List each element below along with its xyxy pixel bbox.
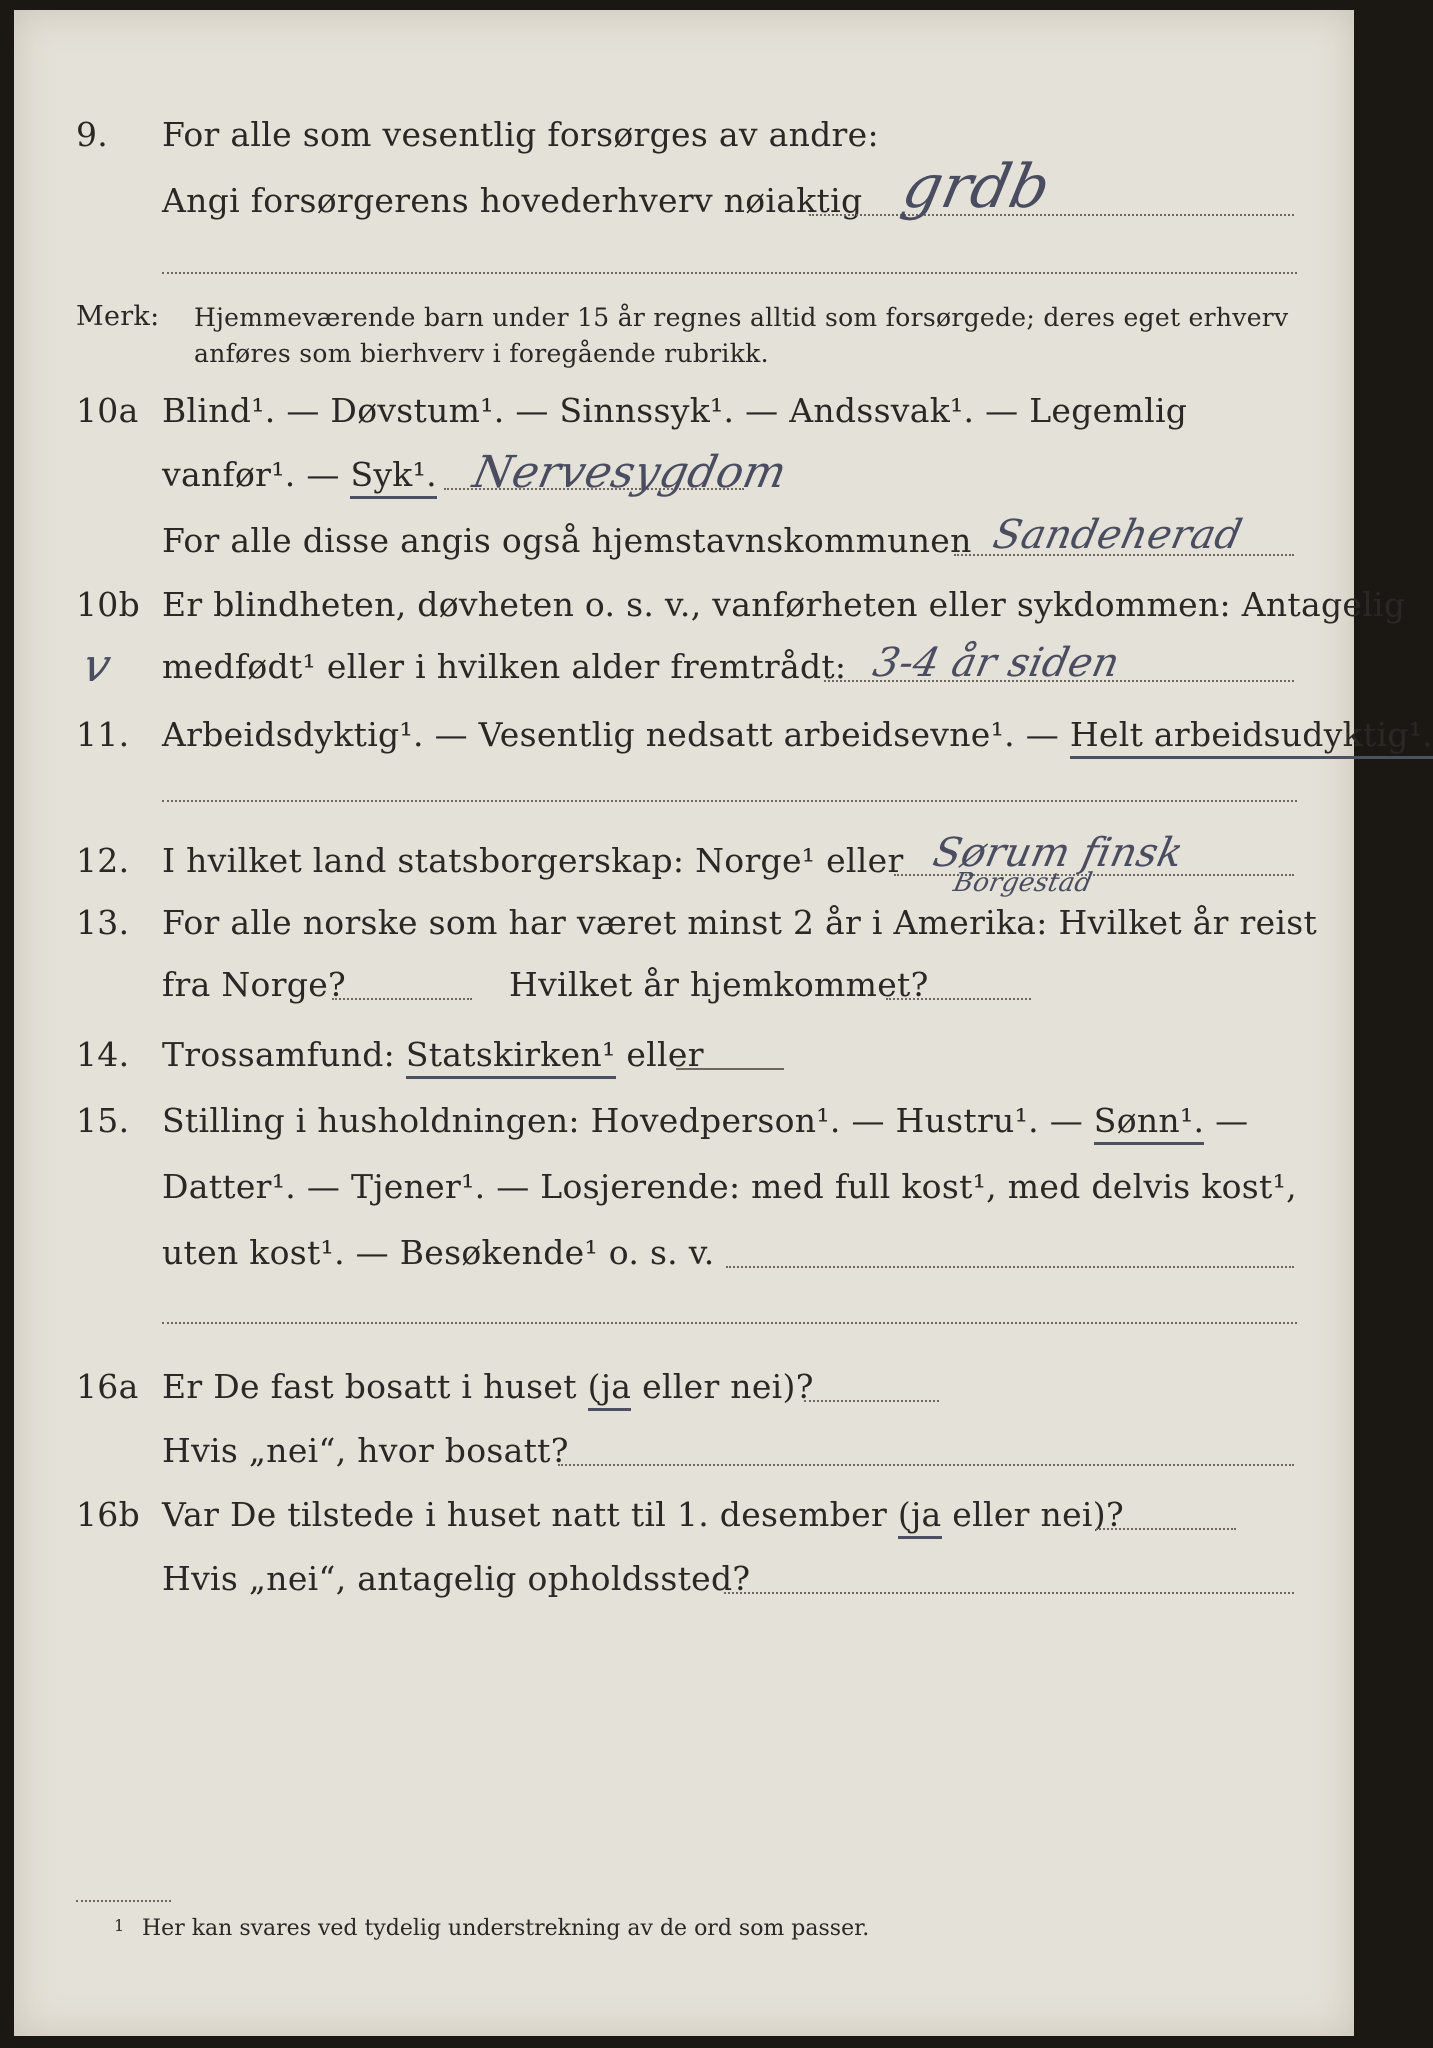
- q12-question: I hvilket land statsborgerskap: Norge¹ eller: [162, 841, 904, 880]
- q13-row-2: [14, 964, 1354, 1012]
- q9-answer-handwritten: grdb: [896, 152, 1057, 222]
- q16a-question-2: Hvis „nei“, hvor bosatt?: [162, 1431, 569, 1470]
- q16a-question-1: [162, 1367, 814, 1406]
- footnote-mark: 1: [114, 1916, 125, 1935]
- q16a-number: 16a: [76, 1367, 139, 1406]
- q15-extra-line: [162, 1322, 1297, 1324]
- q10a-question-3: For alle disse angis også hjemstavnskommunen: [162, 521, 972, 560]
- q12-number: 12.: [76, 841, 130, 880]
- q15-options-1: Stilling i husholdningen: Hovedperson¹. — Hustru¹. —: [162, 1101, 1094, 1140]
- q14-answer-line: [676, 1068, 784, 1070]
- q10a-number: 10a: [76, 391, 139, 430]
- q16b-question-1: [162, 1495, 1124, 1534]
- q14-row: [14, 1034, 1354, 1082]
- q9-answer-line: [809, 214, 1294, 216]
- q15-sonn-underlined: Sønn¹.: [1094, 1101, 1205, 1145]
- q16b-eller-nei: eller nei)?: [941, 1495, 1124, 1534]
- q10a-illness-handwritten: Nervesygdom: [468, 447, 792, 498]
- q11-options: Arbeidsdyktig¹. — Vesentlig nedsatt arbeidsevne¹. —: [162, 715, 1070, 754]
- q9-extra-line: [162, 272, 1297, 274]
- q13-hjemkommet: Hvilket år hjemkommet?: [509, 965, 929, 1004]
- q11-helt-underlined: Helt arbeidsudyktig¹.: [1070, 715, 1433, 759]
- q9-question-2: Angi forsørgerens hovederhverv nøiaktig: [162, 181, 863, 220]
- q14-label: Trossamfund:: [162, 1035, 406, 1074]
- q9-question-1: For alle som vesentlig forsørges av andre:: [162, 115, 879, 154]
- q13-question-1: For alle norske som har været minst 2 år i Amerika: Hvilket år reist: [162, 903, 1318, 942]
- q16a-row-1: [14, 1366, 1354, 1414]
- q14-question: [162, 1035, 704, 1074]
- q15-number: 15.: [76, 1101, 130, 1140]
- q10a-syk-underlined: Syk¹.: [350, 455, 436, 499]
- q10a-vanfor: vanfør¹. —: [162, 455, 351, 494]
- q9-number: 9.: [76, 115, 109, 154]
- q11-extra-line: [162, 800, 1297, 802]
- q15-row-1: [14, 1100, 1354, 1148]
- q11-number: 11.: [76, 715, 130, 754]
- q15-question-2: Datter¹. — Tjener¹. — Losjerende: med full kost¹, med delvis kost¹,: [162, 1167, 1297, 1206]
- census-form-page: [14, 10, 1433, 2036]
- q14-statskirken-underlined: Statskirken¹: [406, 1035, 616, 1079]
- q16a-answer-line: [804, 1400, 939, 1402]
- q10b-margin-mark: v: [78, 638, 117, 692]
- q12-row: [14, 830, 1354, 898]
- q12-answer-handwritten-2: Borgestad: [950, 868, 1096, 898]
- q16b-row-2: [14, 1558, 1354, 1606]
- q13-reist: fra Norge?: [162, 965, 347, 1004]
- q15-row-2: [14, 1166, 1354, 1214]
- q11-row: [14, 714, 1433, 762]
- q13-hjemkommet-line: [886, 998, 1031, 1000]
- q14-number: 14.: [76, 1035, 130, 1074]
- q10b-answer-handwritten: 3-4 år siden: [869, 640, 1124, 686]
- q16b-answer-line: [1096, 1528, 1236, 1530]
- q15-question-1: [162, 1101, 1248, 1140]
- q10b-row-1: [14, 584, 1406, 632]
- q10a-row-3: [14, 512, 1354, 568]
- q16b-number: 16b: [76, 1495, 141, 1534]
- q11-question: [162, 715, 1433, 754]
- q15-question-3: uten kost¹. — Besøkende¹ o. s. v.: [162, 1233, 715, 1272]
- q16a-text: Er De fast bosatt i huset: [162, 1367, 588, 1406]
- q14-eller: eller: [615, 1035, 704, 1074]
- q15-row-3: [14, 1232, 1354, 1280]
- q16a-ja-underlined: (ja: [588, 1367, 632, 1411]
- q16b-row-1: [14, 1494, 1354, 1542]
- q16b-ja-underlined: (ja: [898, 1495, 942, 1539]
- q10b-question-2: medfødt¹ eller i hvilken alder fremtrådt:: [162, 647, 847, 686]
- q13-number: 13.: [76, 903, 130, 942]
- q10b-number: 10b: [76, 585, 141, 624]
- q13-reist-line: [332, 998, 472, 1000]
- merk-label: Merk:: [76, 301, 160, 332]
- q16b-question-2: Hvis „nei“, antagelig opholdssted?: [162, 1559, 751, 1598]
- q10a-question-2: [162, 455, 437, 494]
- q10a-question-1: Blind¹. — Døvstum¹. — Sinnssyk¹. — Andssvak¹. — Legemlig: [162, 391, 1188, 430]
- footnote-separator: [76, 1900, 171, 1902]
- q16b-text: Var De tilstede i huset natt til 1. desember: [162, 1495, 898, 1534]
- merk-text-1: Hjemmeværende barn under 15 år regnes alltid som forsørgede; deres eget erhverv: [194, 303, 1289, 332]
- q10b-question-1: Er blindheten, døvheten o. s. v., vanførheten eller sykdommen: Antagelig: [162, 585, 1406, 624]
- q9-row-2: [14, 152, 1354, 228]
- merk-text-2: anføres som bierhverv i foregående rubrikk.: [194, 339, 769, 368]
- q10b-row-2: [14, 638, 1354, 694]
- q16a-where-line: [558, 1464, 1294, 1466]
- q10a-home-handwritten: Sandeherad: [989, 512, 1247, 558]
- q15-dash: —: [1204, 1101, 1249, 1140]
- merk-row-2: [14, 328, 1354, 376]
- q16b-where-line: [724, 1592, 1294, 1594]
- q16a-row-2: [14, 1430, 1354, 1478]
- q15-answer-line: [726, 1266, 1294, 1268]
- footnote-text: Her kan svares ved tydelig understrekning av de ord som passer.: [142, 1916, 870, 1941]
- q12-answer-handwritten-1: Sørum finsk: [929, 830, 1188, 876]
- q10a-row-1: [14, 390, 1354, 438]
- q10a-row-2: [14, 447, 1354, 502]
- q13-row-1: [14, 902, 1354, 950]
- q16a-eller-nei: eller nei)?: [631, 1367, 814, 1406]
- q9-row-1: [14, 114, 1354, 162]
